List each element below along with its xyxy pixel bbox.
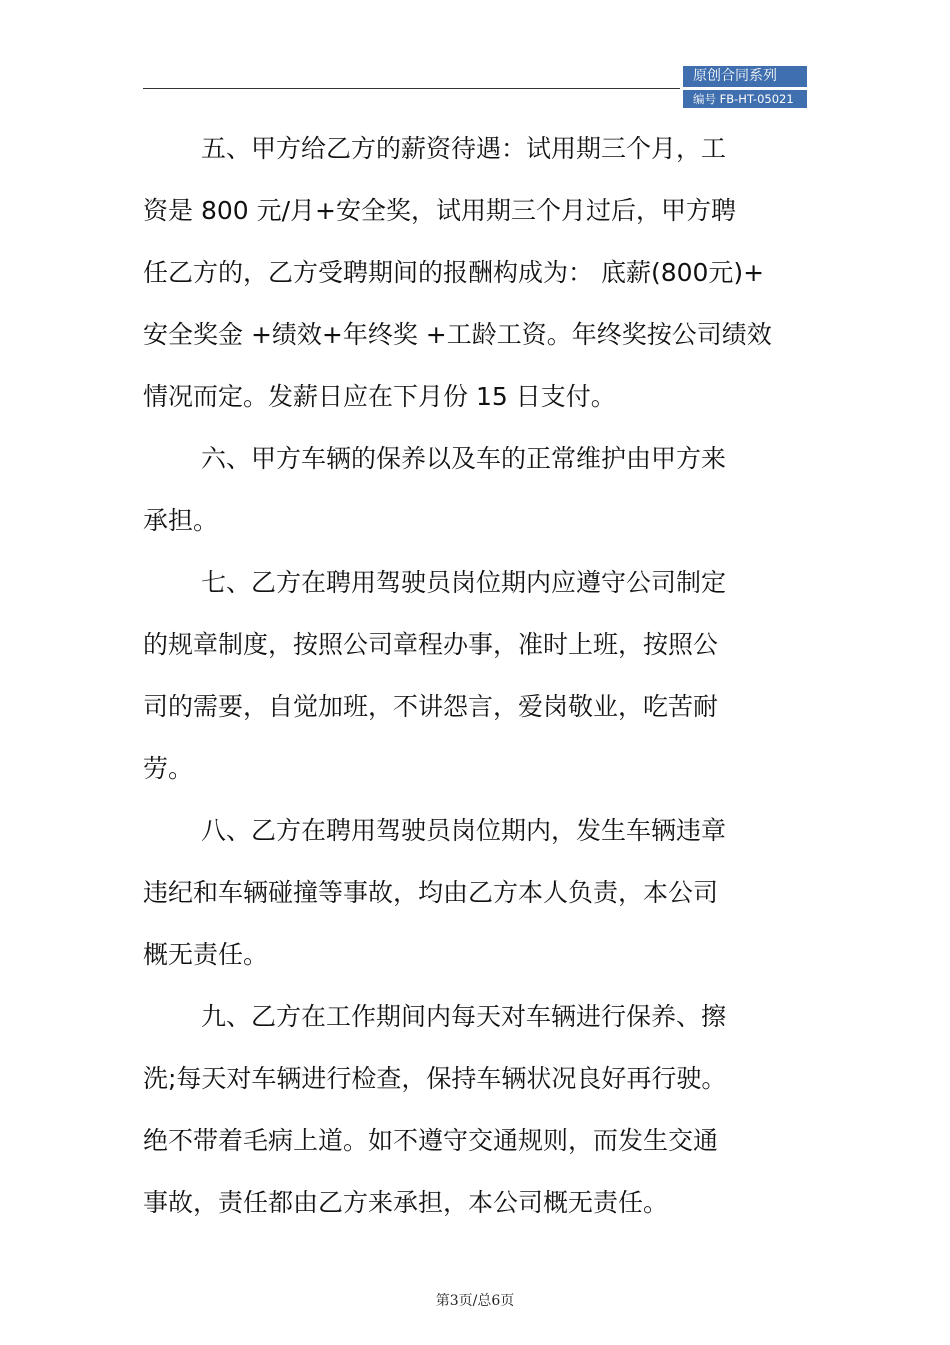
- series-title: 原创合同系列: [683, 66, 807, 87]
- clause-9-line-2: 洗;每天对车辆进行检查，保持车辆状况良好再行驶。: [143, 1064, 727, 1093]
- clause-5-line-5: 情况而定。发薪日应在下月份 15 日支付。: [143, 382, 616, 411]
- clause-6-line-2: 承担。: [143, 506, 219, 535]
- clause-9-line-4: 事故，责任都由乙方来承担，本公司概无责任。: [143, 1188, 669, 1217]
- clause-5-line-2: 资是 800 元/月+安全奖，试用期三个月过后，甲方聘: [143, 196, 736, 225]
- clause-7-line-4: 劳。: [143, 754, 194, 783]
- clause-9-line-1: 九、乙方在工作期间内每天对车辆进行保养、擦: [201, 1002, 727, 1031]
- clause-6-line-1: 六、甲方车辆的保养以及车的正常维护由甲方来: [201, 444, 727, 473]
- clause-7-line-1: 七、乙方在聘用驾驶员岗位期内应遵守公司制定: [201, 568, 727, 597]
- series-label-box: [683, 66, 807, 108]
- clause-7-line-3: 司的需要，自觉加班，不讲怨言，爱岗敬业，吃苦耐: [143, 692, 719, 721]
- clause-8-line-3: 概无责任。: [143, 940, 269, 969]
- clause-5-line-3: 任乙方的，乙方受聘期间的报酬构成为： 底薪(800元)+: [143, 258, 765, 287]
- series-code: 编号 FB-HT-05021: [683, 90, 807, 108]
- header-rule: [143, 88, 680, 89]
- clause-5-line-1: 五、甲方给乙方的薪资待遇：试用期三个月，工: [201, 134, 727, 163]
- clause-9-line-3: 绝不带着毛病上道。如不遵守交通规则，而发生交通: [143, 1126, 719, 1155]
- clause-8-line-1: 八、乙方在聘用驾驶员岗位期内，发生车辆违章: [201, 816, 727, 845]
- clause-8-line-2: 违纪和车辆碰撞等事故，均由乙方本人负责，本公司: [143, 878, 719, 907]
- clause-5-line-4: 安全奖金 +绩效+年终奖 +工龄工资。年终奖按公司绩效: [143, 320, 772, 349]
- page-number: 第3页/总6页: [435, 1293, 515, 1309]
- clause-7-line-2: 的规章制度，按照公司章程办事，准时上班，按照公: [143, 630, 719, 659]
- contract-body: [143, 118, 823, 1234]
